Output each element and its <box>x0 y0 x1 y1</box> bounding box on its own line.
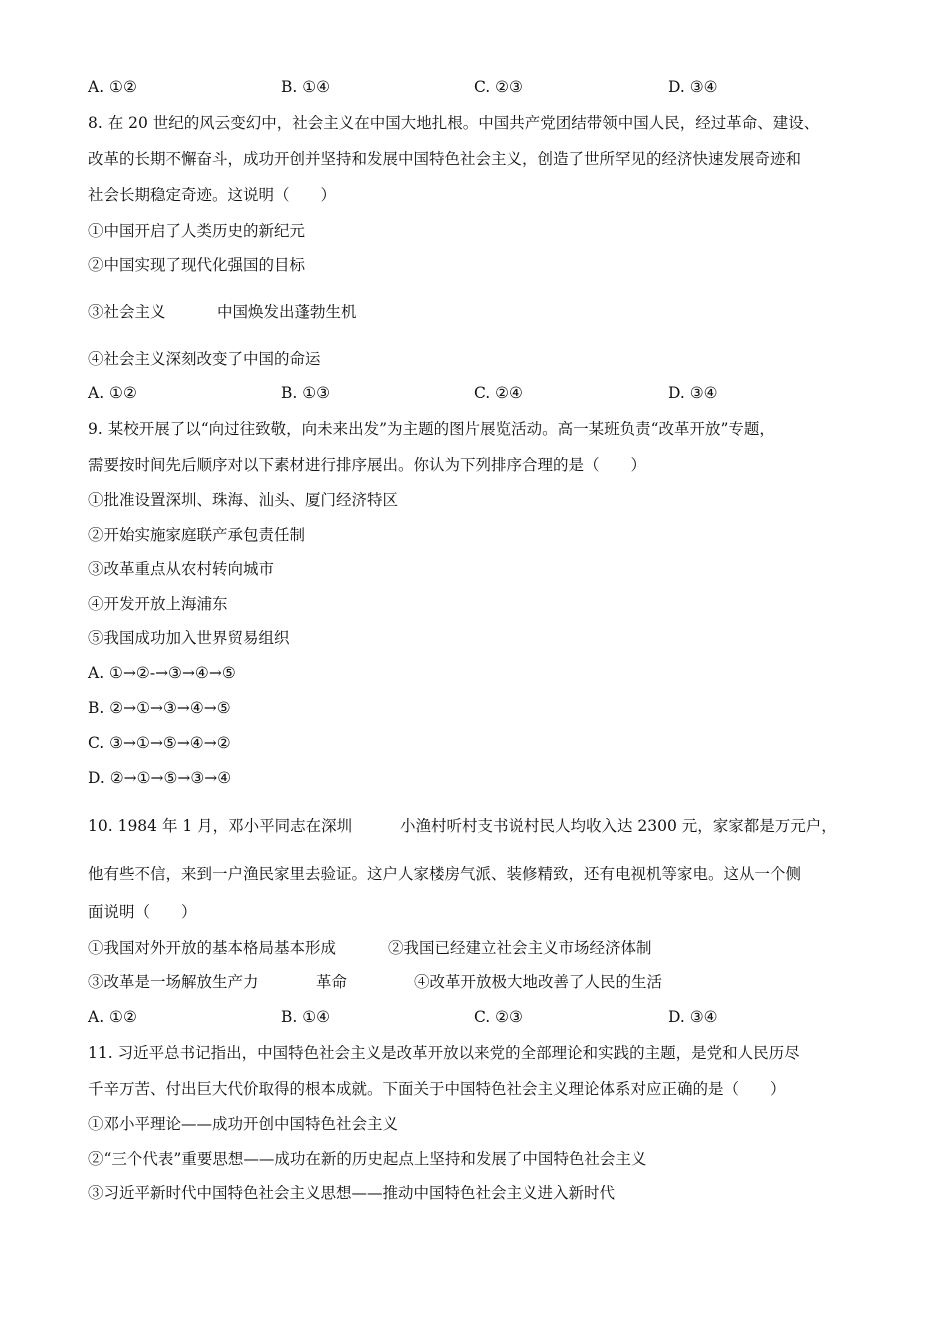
q9-item-1: ①批准设置深圳、珠海、汕头、厦门经济特区 <box>88 491 399 509</box>
q8-stem-line-3: 社会长期稳定奇迹。这说明（ ） <box>88 186 337 204</box>
q8-option-a: A. ①② <box>88 384 137 402</box>
q7-option-c: C. ②③ <box>474 78 523 96</box>
q8-option-c: C. ②④ <box>474 384 523 402</box>
q9-item-5: ⑤我国成功加入世界贸易组织 <box>88 629 290 647</box>
q7-option-d: D. ③④ <box>668 78 718 96</box>
q10-option-c: C. ②③ <box>474 1008 523 1026</box>
q8-option-d: D. ③④ <box>668 384 718 402</box>
q9-option-a: A. ①→②-→③→④→⑤ <box>88 664 236 682</box>
q8-stem-line-2: 改革的长期不懈奋斗，成功开创并坚持和发展中国特色社会主义，创造了世所罕见的经济快速发展奇迹和 <box>88 150 802 168</box>
q9-stem-line-2: 需要按时间先后顺序对以下素材进行排序展出。你认为下列排序合理的是（ ） <box>88 456 647 474</box>
q9-option-c: C. ③→①→⑤→④→② <box>88 734 231 752</box>
q11-item-2: ②“三个代表”重要思想——成功在新的历史起点上坚持和发展了中国特色社会主义 <box>88 1150 647 1168</box>
q8-item-3-part-b: 中国焕发出蓬勃生机 <box>217 303 357 321</box>
q10-option-a: A. ①② <box>88 1008 137 1026</box>
q10-stem-line-1-part-b: 小渔村听村支书说村民人均收入达 2300 元，家家都是万元户， <box>400 817 837 835</box>
q10-item-3-part-b: 革命 <box>316 973 348 991</box>
q10-stem-line-3: 面说明（ ） <box>88 903 197 921</box>
q7-option-a: A. ①② <box>88 78 137 96</box>
q9-option-b: B. ②→①→③→④→⑤ <box>88 699 231 717</box>
q10-item-3-part-a: ③改革是一场解放生产力 <box>88 973 259 991</box>
q9-item-3: ③改革重点从农村转向城市 <box>88 560 275 578</box>
q8-item-2: ②中国实现了现代化强国的目标 <box>88 256 306 274</box>
q9-item-4: ④开发开放上海浦东 <box>88 595 228 613</box>
q8-stem-line-1: 8. 在 20 世纪的风云变幻中，社会主义在中国大地扎根。中国共产党团结带领中国人民，经过革命、建设、 <box>88 114 820 132</box>
q9-item-2: ②开始实施家庭联产承包责任制 <box>88 526 306 544</box>
q7-option-b: B. ①④ <box>281 78 331 96</box>
q11-stem-line-1: 11. 习近平总书记指出，中国特色社会主义是改革开放以来党的全部理论和实践的主题，是党和人民历尽 <box>88 1044 800 1062</box>
q11-stem-line-2: 千辛万苦、付出巨大代价取得的根本成就。下面关于中国特色社会主义理论体系对应正确的是（ ） <box>88 1080 786 1098</box>
q8-item-1: ①中国开启了人类历史的新纪元 <box>88 222 306 240</box>
q10-stem-line-1-part-a: 10. 1984 年 1 月，邓小平同志在深圳 <box>88 817 353 835</box>
q9-stem-line-1: 9. 某校开展了以“向过往致敬，向未来出发”为主题的图片展览活动。高一某班负责“改革开放”专题， <box>88 420 775 438</box>
q10-option-b: B. ①④ <box>281 1008 331 1026</box>
q8-option-b: B. ①③ <box>281 384 331 402</box>
q10-option-d: D. ③④ <box>668 1008 718 1026</box>
q8-item-3-part-a: ③社会主义 <box>88 303 166 321</box>
q10-item-1: ①我国对外开放的基本格局基本形成 <box>88 939 337 957</box>
q8-item-4: ④社会主义深刻改变了中国的命运 <box>88 350 321 368</box>
q11-item-3: ③习近平新时代中国特色社会主义思想——推动中国特色社会主义进入新时代 <box>88 1184 616 1202</box>
q10-item-2: ②我国已经建立社会主义市场经济体制 <box>388 939 652 957</box>
q10-stem-line-2: 他有些不信，来到一户渔民家里去验证。这户人家楼房气派、装修精致，还有电视机等家电。这从一个侧 <box>88 865 802 883</box>
q10-item-4: ④改革开放极大地改善了人民的生活 <box>414 973 663 991</box>
q9-option-d: D. ②→①→⑤→③→④ <box>88 769 232 787</box>
q11-item-1: ①邓小平理论——成功开创中国特色社会主义 <box>88 1115 399 1133</box>
